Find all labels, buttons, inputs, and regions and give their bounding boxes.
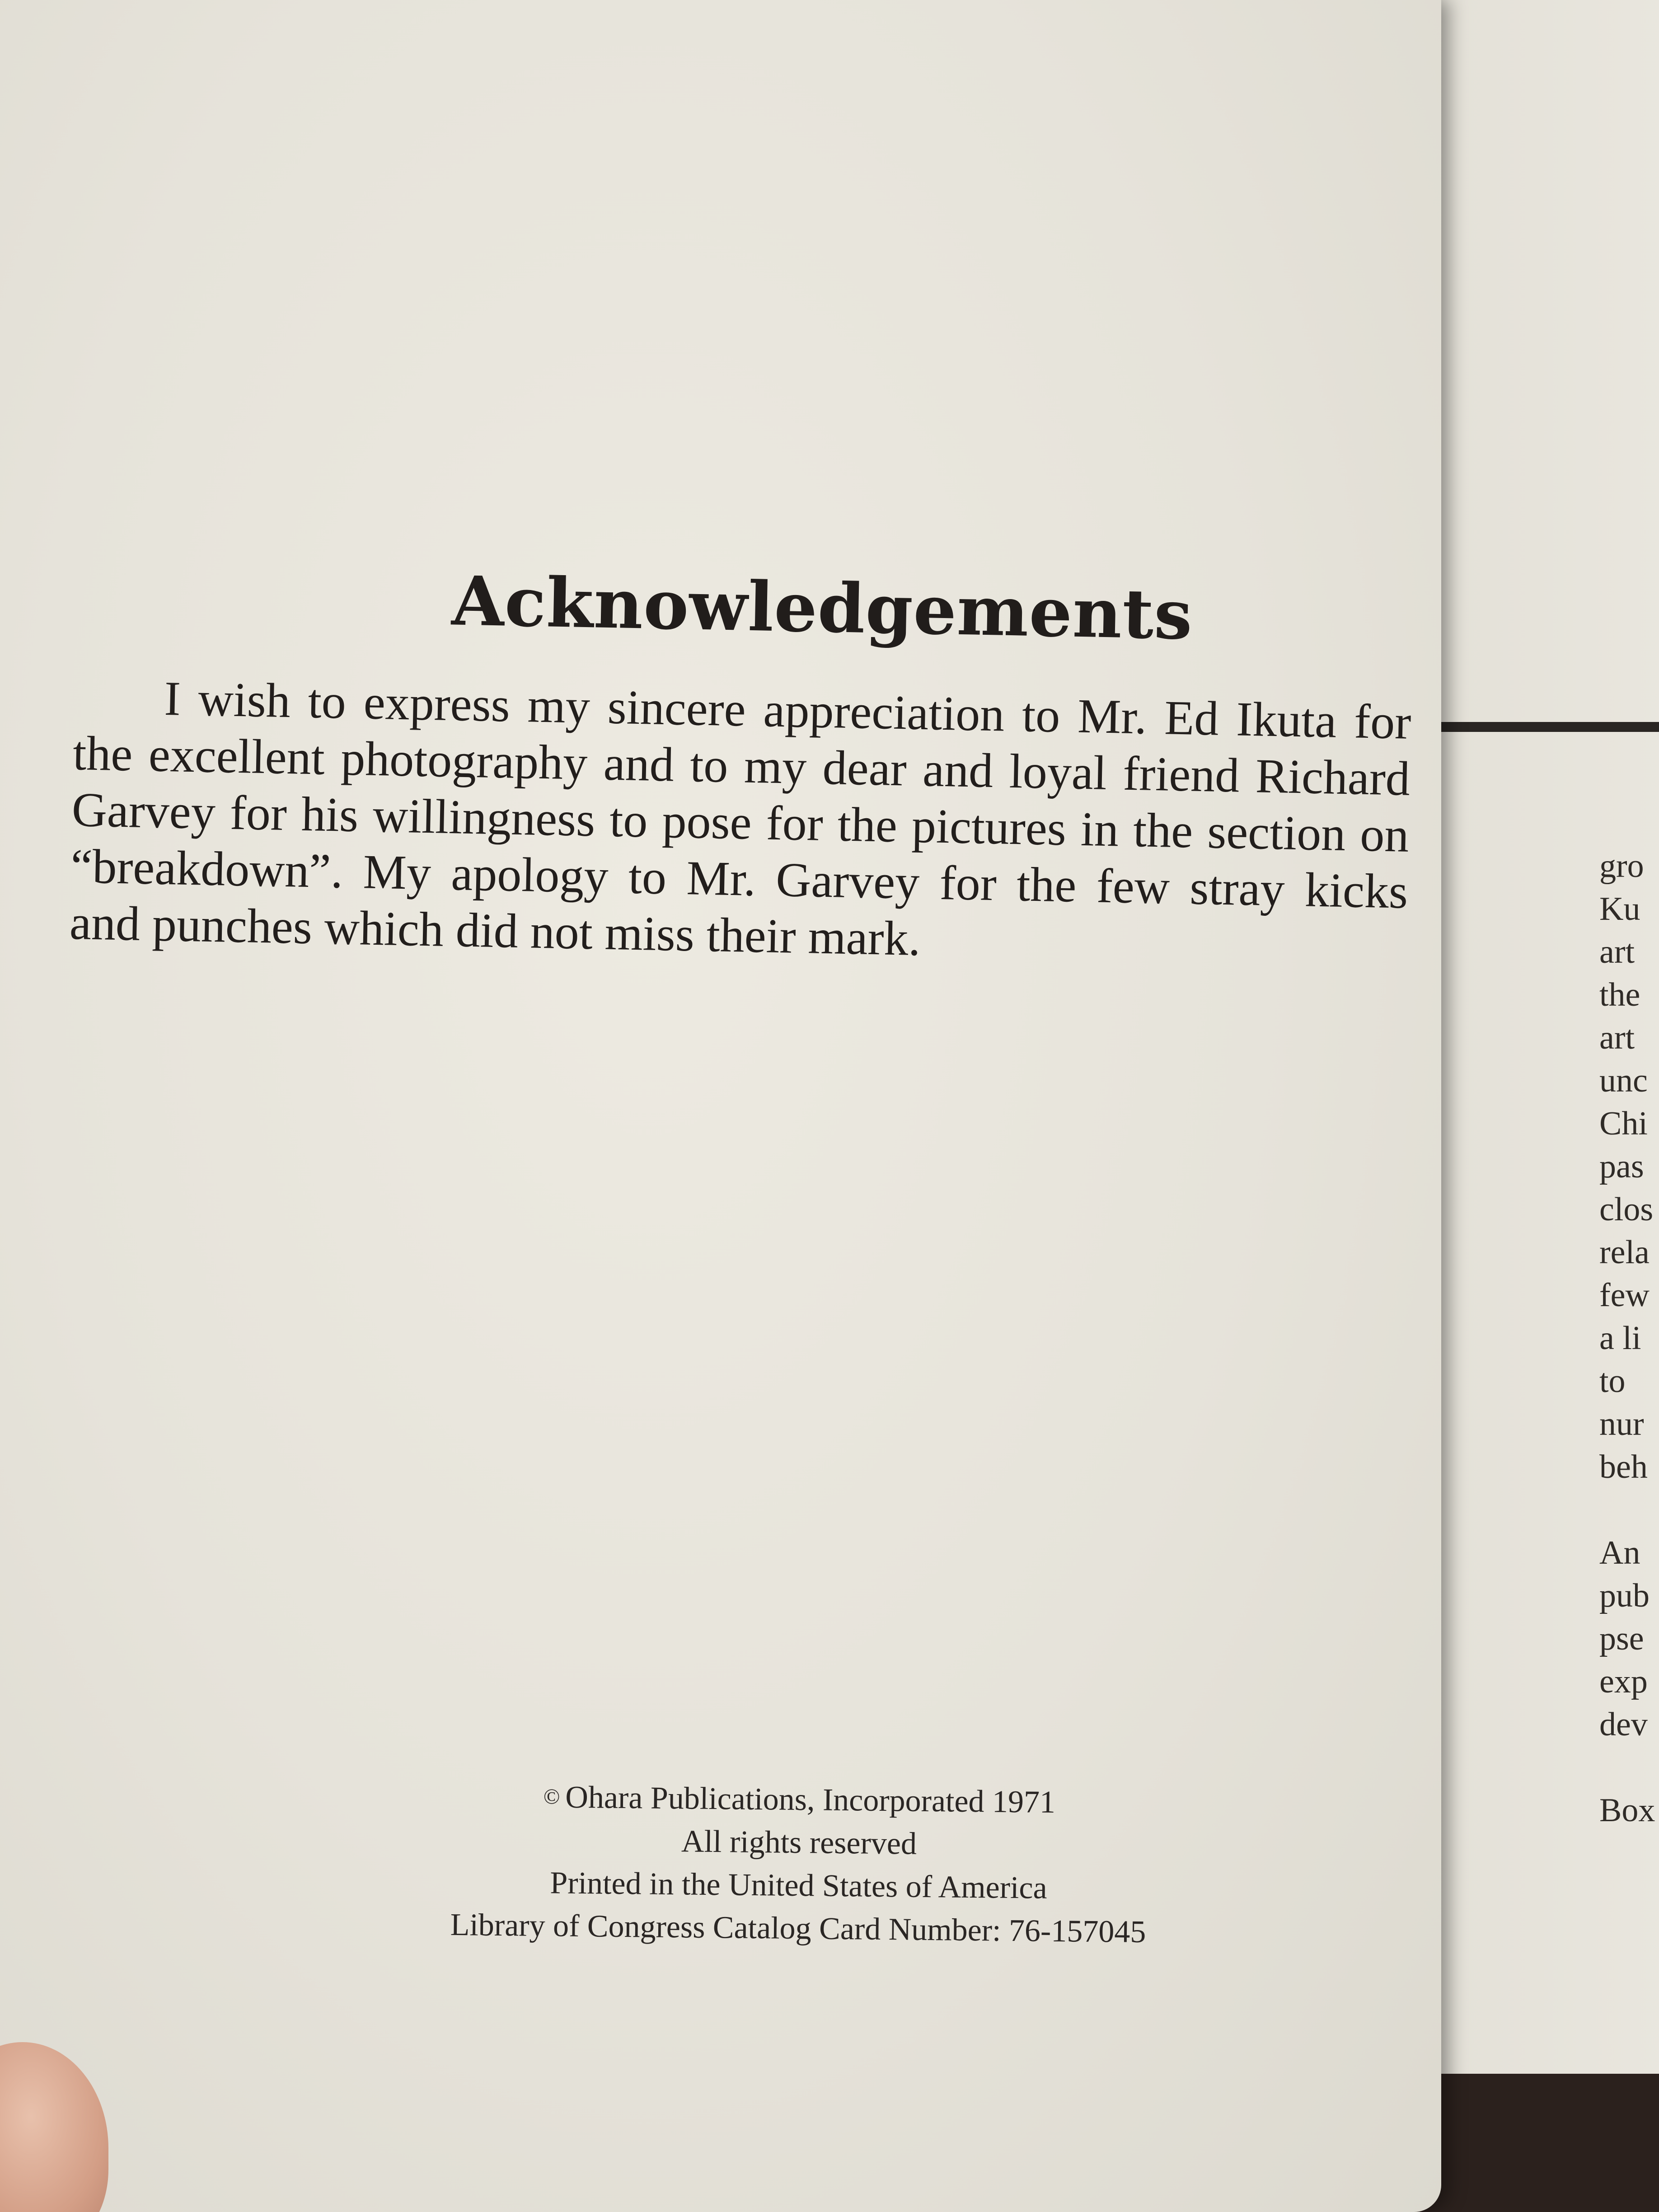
facing-page-fragment: art: [1599, 933, 1635, 970]
acknowledgement-paragraph: [69, 669, 1411, 977]
facing-page-fragment: clos: [1599, 1191, 1654, 1228]
facing-page-fragment: unc: [1599, 1062, 1648, 1099]
facing-page-fragment: [1599, 1746, 1655, 1789]
paragraph-text: I wish to express my sincere appreciation to Mr. Ed Ikuta for the excellent photography and to my dear and loyal friend Richard Garvey for his willingness to pose for the pictures in the section on “breakdown”. My apology to Mr. Garvey for the few stray kicks and punches which did not miss their mark.: [69, 671, 1412, 966]
facing-page-fragment: a li: [1599, 1320, 1641, 1357]
facing-page-fragment: beh: [1599, 1448, 1648, 1486]
facing-page-fragment: to: [1599, 1363, 1626, 1400]
facing-page-fragment: gro: [1599, 848, 1644, 885]
facing-page-fragment: pub: [1599, 1577, 1650, 1614]
copyright-line-3: Printed in the United States of America: [549, 1865, 1048, 1906]
facing-page-text: [1599, 845, 1655, 1832]
facing-page-fragment: dev: [1599, 1706, 1648, 1743]
page-title: Acknowledgements: [451, 561, 1194, 655]
copyright-block: [0, 1769, 1599, 1958]
facing-page-fragment: pas: [1599, 1148, 1644, 1185]
facing-page-rule: [1432, 722, 1659, 732]
facing-page-fragment: rela: [1599, 1234, 1650, 1271]
facing-page-fragment: the: [1599, 976, 1640, 1013]
copyright-line-2: All rights reserved: [681, 1824, 917, 1861]
facing-page-fragment: art: [1599, 1019, 1635, 1056]
copyright-line-4: Library of Congress Catalog Card Number: 76-157045: [450, 1907, 1146, 1950]
facing-page-fragment: Chi: [1599, 1105, 1648, 1142]
facing-page-fragment: pse: [1599, 1620, 1644, 1657]
facing-page-fragment: [1599, 1489, 1655, 1532]
facing-page-fragment: Ku: [1599, 890, 1640, 928]
facing-page-fragment: exp: [1599, 1663, 1648, 1700]
facing-page-fragment: An: [1599, 1534, 1640, 1571]
copyright-text: Ohara Publications, Incorporated 1971: [565, 1780, 1056, 1820]
facing-page-fragment: Box: [1599, 1792, 1655, 1829]
copyright-symbol: ©: [543, 1785, 560, 1809]
facing-page-fragment: few: [1599, 1277, 1650, 1314]
facing-page-fragment: nur: [1599, 1406, 1644, 1443]
